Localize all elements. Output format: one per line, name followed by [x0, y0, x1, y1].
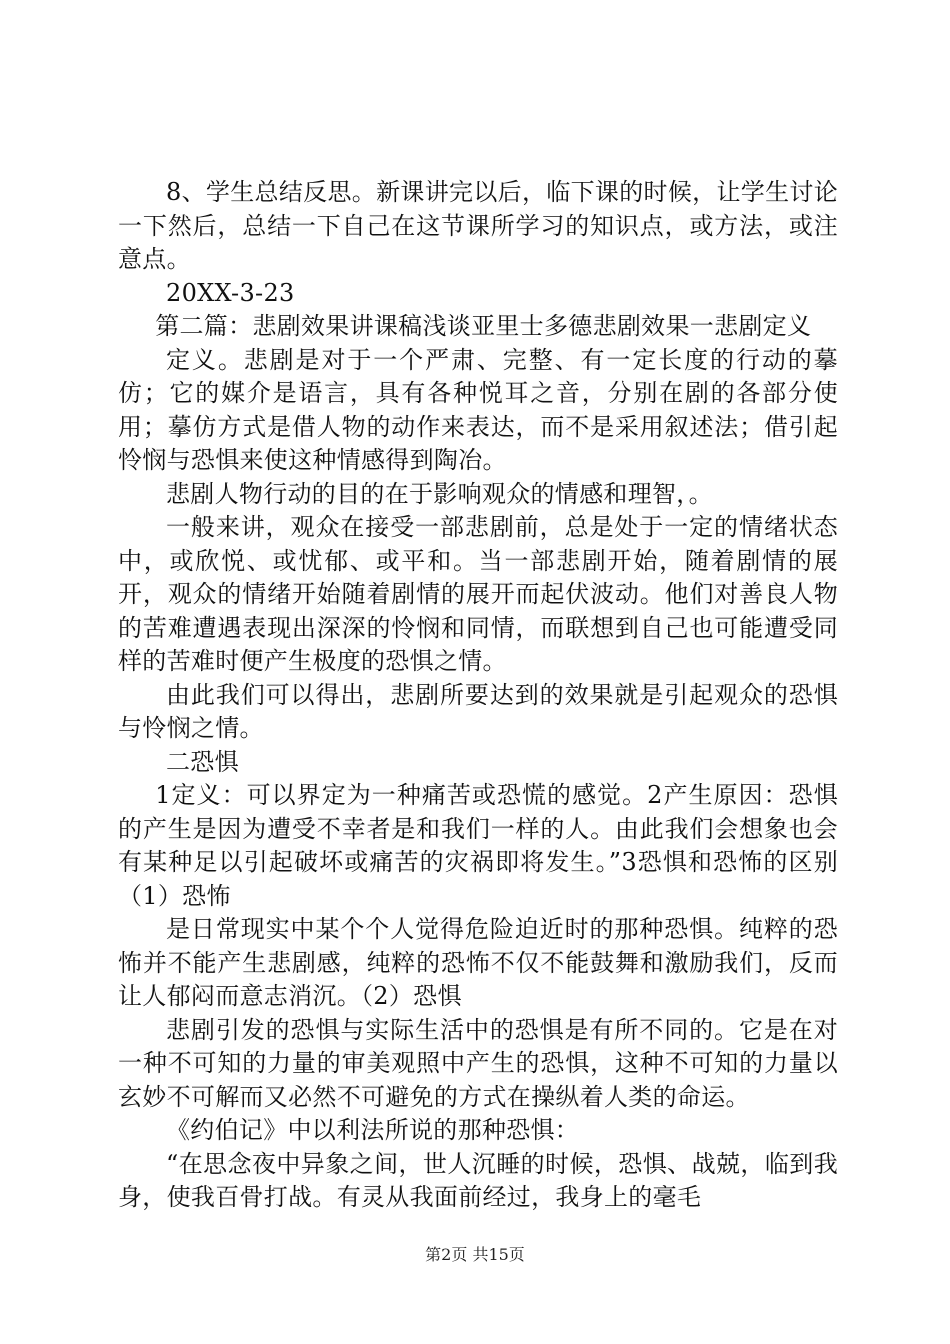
paragraph-purpose: 悲剧人物行动的目的在于影响观众的情感和理智，。	[166, 479, 713, 508]
paragraph-definition: 定义。悲剧是对于一个严肃、完整、有一定长度的行动的摹仿；它的媒介是语言，具有各种悦耳之音，分别在剧的各部分使用；摹仿方式是借人物的动作来表达，而不是采用叙述法；借引起怜悯与恐惧来使这种情感得到陶冶。	[118, 345, 838, 474]
subheading-fear: 二恐惧	[166, 747, 239, 776]
paragraph-job-intro: 《约伯记》中以利法所说的那种恐惧：	[166, 1116, 580, 1144]
page-footer: 第2页 共15页	[425, 1245, 525, 1264]
paragraph-conclusion: 由此我们可以得出，悲剧所要达到的效果就是引起观众的恐惧与怜悯之情。	[118, 680, 838, 742]
paragraph-terror: 是日常现实中某个个人觉得危险迫近时的那种恐惧。纯粹的恐怖并不能产生悲剧感，纯粹的恐怖不仅不能鼓舞和激励我们，反而让人郁闷而意志消沉。（2）恐惧	[118, 915, 838, 1010]
paragraph-audience: 一般来讲，观众在接受一部悲剧前，总是处于一定的情绪状态中，或欣悦、或忧郁、或平和。当一部悲剧开始，随着剧情的展开，观众的情绪开始随着剧情的展开而起伏波动。他们对善良人物的苦难遭遇表现出深深的怜悯和同情，而联想到自己也可能遭受同样的苦难时便产生极度的恐惧之情。	[118, 513, 838, 675]
paragraph-fear-definition: 1定义：可以界定为一种痛苦或恐慌的感觉。2产生原因：恐惧的产生是因为遭受不幸者是和我们一样的人。由此我们会想象也会有某种足以引起破坏或痛苦的灾祸即将发生。”3恐惧和恐怖的区别（1）恐怖	[118, 781, 838, 910]
paragraph-date: 20XX-3-23	[166, 278, 295, 307]
paragraph-tragic-fear: 悲剧引发的恐惧与实际生活中的恐惧是有所不同的。它是在对一种不可知的力量的审美观照中产生的恐惧，这种不可知的力量以玄妙不可解而又必然不可避免的方式在操纵着人类的命运。	[118, 1015, 838, 1111]
section-heading: 第二篇：悲剧效果讲课稿浅谈亚里士多德悲剧效果一悲剧定义	[155, 312, 812, 340]
paragraph-1: 8、学生总结反思。新课讲完以后，临下课的时候，让学生讨论一下然后，总结一下自己在这节课所学习的知识点，或方法，或注意点。	[118, 178, 838, 273]
paragraph-job-quote: “在思念夜中异象之间，世人沉睡的时候，恐惧、战兢，临到我身，使我百骨打战。有灵从我面前经过，我身上的毫毛	[118, 1149, 838, 1211]
document-body	[118, 176, 838, 1215]
